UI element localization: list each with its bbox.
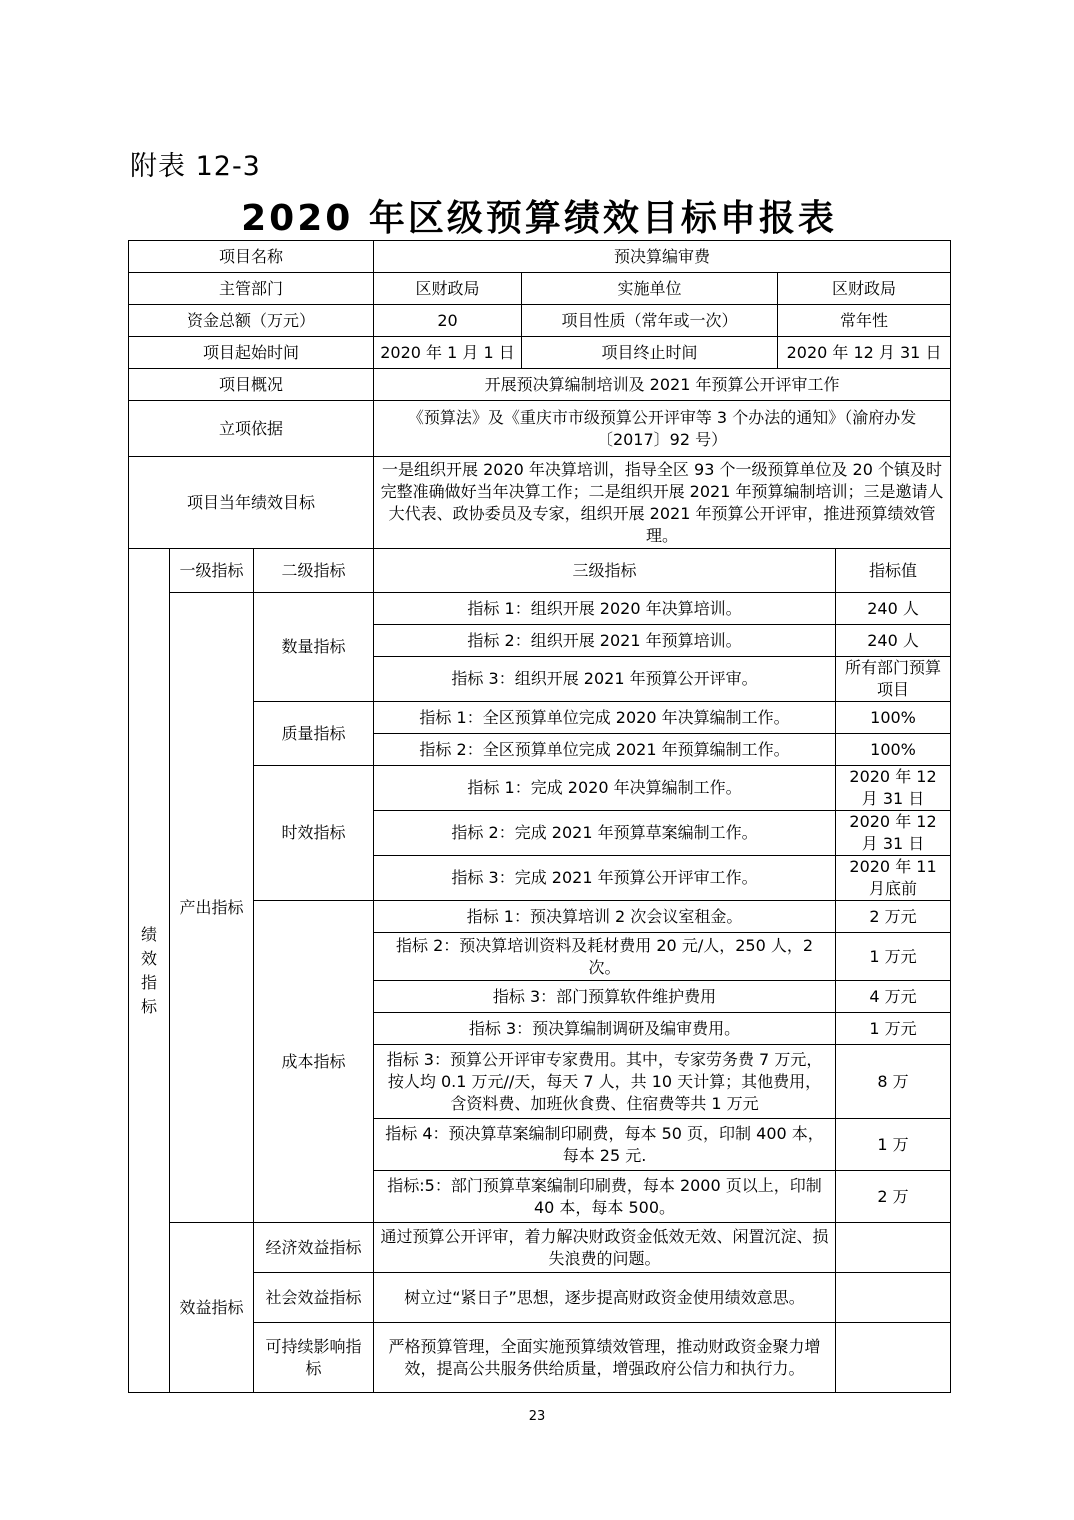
indicator-value: [836, 1323, 951, 1393]
row-basis: [129, 401, 951, 457]
indicator-value: 所有部门预算项目: [836, 657, 951, 702]
table-row: [129, 593, 951, 625]
output-indicator-label: 产出指标: [170, 593, 254, 1223]
indicator-text: 指标 1：完成 2020 年决算编制工作。: [374, 766, 836, 811]
indicator-value: 240 人: [836, 625, 951, 657]
indicator-text: 指标 3：预算公开评审专家费用。其中，专家劳务费 7 万元，按人均 0.1 万元//天，每天 7 人，共 10 天计算；其他费用，含资料费、加班伙食费、住宿费等共 1 万元: [374, 1045, 836, 1119]
indicator-text: 指标 2：预决算培训资料及耗材费用 20 元/人，250 人，2 次。: [374, 933, 836, 981]
social-benefit-label: 社会效益指标: [254, 1273, 374, 1323]
performance-target-form: [128, 240, 951, 1393]
indicator-text: 指标 1：全区预算单位完成 2020 年决算编制工作。: [374, 702, 836, 734]
indicator-text: 指标 2：全区预算单位完成 2021 年预算编制工作。: [374, 734, 836, 766]
impl-unit-label: 实施单位: [522, 273, 778, 305]
header-value: 指标值: [836, 549, 951, 593]
indicator-value: 1 万: [836, 1119, 951, 1171]
indicator-text: 指标 3：组织开展 2021 年预算公开评审。: [374, 657, 836, 702]
header-level2: 二级指标: [254, 549, 374, 593]
overview-label: 项目概况: [129, 369, 374, 401]
row-fund: [129, 305, 951, 337]
benefit-indicator-label: 效益指标: [170, 1223, 254, 1393]
indicator-value: 2020 年 12 月 31 日: [836, 811, 951, 856]
quantity-indicator-label: 数量指标: [254, 593, 374, 702]
indicator-value: 240 人: [836, 593, 951, 625]
indicator-value: 2 万元: [836, 901, 951, 933]
indicator-text: 指标 2：组织开展 2021 年预算培训。: [374, 625, 836, 657]
indicator-header-row: [129, 549, 951, 593]
indicator-value: 2020 年 11 月底前: [836, 856, 951, 901]
indicator-value: 2020 年 12 月 31 日: [836, 766, 951, 811]
side-label-text: 绩效指标: [141, 924, 158, 1016]
indicator-value: [836, 1273, 951, 1323]
dept-value: 区财政局: [374, 273, 522, 305]
indicator-text: 指标 4：预决算草案编制印刷费，每本 50 页，印制 400 本，每本 25 元.: [374, 1119, 836, 1171]
indicator-value: 4 万元: [836, 981, 951, 1013]
start-value: 2020 年 1 月 1 日: [374, 337, 522, 369]
project-name-value: 预决算编审费: [374, 241, 951, 273]
indicator-text: 严格预算管理，全面实施预算绩效管理，推动财政资金聚力增效，提高公共服务供给质量，增强政府公信力和执行力。: [374, 1323, 836, 1393]
dept-label: 主管部门: [129, 273, 374, 305]
indicator-value: [836, 1223, 951, 1273]
nature-value: 常年性: [778, 305, 951, 337]
indicator-text: 树立过“紧日子”思想，逐步提高财政资金使用绩效意思。: [374, 1273, 836, 1323]
attachment-label: 附表 12-3: [130, 151, 261, 182]
goal-value: 一是组织开展 2020 年决算培训，指导全区 93 个一级预算单位及 20 个镇及时完整准确做好当年决算工作；二是组织开展 2021 年预算编制培训；三是邀请人大代表、政协委员及专家，组织开展 2021 年预算公开评审，推进预算绩效管理。: [374, 457, 951, 549]
nature-label: 项目性质（常年或一次）: [522, 305, 778, 337]
basis-value: 《预算法》及《重庆市市级预算公开评审等 3 个办法的通知》（渝府办发〔2017〕92 号）: [374, 401, 951, 457]
indicator-text: 指标 3：完成 2021 年预算公开评审工作。: [374, 856, 836, 901]
indicator-text: 指标 1：组织开展 2020 年决算培训。: [374, 593, 836, 625]
timeliness-indicator-label: 时效指标: [254, 766, 374, 901]
economic-benefit-label: 经济效益指标: [254, 1223, 374, 1273]
row-goal: [129, 457, 951, 549]
fund-label: 资金总额（万元）: [129, 305, 374, 337]
goal-label: 项目当年绩效目标: [129, 457, 374, 549]
page-number: 23: [528, 1409, 546, 1424]
quality-indicator-label: 质量指标: [254, 702, 374, 766]
basis-label: 立项依据: [129, 401, 374, 457]
project-name-label: 项目名称: [129, 241, 374, 273]
indicator-text: 指标 2：完成 2021 年预算草案编制工作。: [374, 811, 836, 856]
side-label-performance: [129, 549, 170, 1393]
indicator-value: 8 万: [836, 1045, 951, 1119]
cost-indicator-label: 成本指标: [254, 901, 374, 1223]
indicator-value: 1 万元: [836, 1013, 951, 1045]
indicator-text: 指标:5：部门预算草案编制印刷费，每本 2000 页以上，印制 40 本，每本 500。: [374, 1171, 836, 1223]
row-project-name: [129, 241, 951, 273]
indicator-value: 100%: [836, 734, 951, 766]
indicator-value: 100%: [836, 702, 951, 734]
sustainable-impact-label: 可持续影响指标: [254, 1323, 374, 1393]
header-level3: 三级指标: [374, 549, 836, 593]
row-department: [129, 273, 951, 305]
overview-value: 开展预决算编制培训及 2021 年预算公开评审工作: [374, 369, 951, 401]
header-level1: 一级指标: [170, 549, 254, 593]
indicator-value: 2 万: [836, 1171, 951, 1223]
impl-unit-value: 区财政局: [778, 273, 951, 305]
end-value: 2020 年 12 月 31 日: [778, 337, 951, 369]
indicator-text: 指标 3：预决算编制调研及编审费用。: [374, 1013, 836, 1045]
start-label: 项目起始时间: [129, 337, 374, 369]
end-label: 项目终止时间: [522, 337, 778, 369]
row-overview: [129, 369, 951, 401]
table-row: [129, 1223, 951, 1273]
document-title: 2020 年区级预算绩效目标申报表: [241, 198, 837, 239]
indicator-value: 1 万元: [836, 933, 951, 981]
indicator-text: 指标 1：预决算培训 2 次会议室租金。: [374, 901, 836, 933]
indicator-text: 指标 3：部门预算软件维护费用: [374, 981, 836, 1013]
fund-value: 20: [374, 305, 522, 337]
indicator-text: 通过预算公开评审，着力解决财政资金低效无效、闲置沉淀、损失浪费的问题。: [374, 1223, 836, 1273]
row-period: [129, 337, 951, 369]
